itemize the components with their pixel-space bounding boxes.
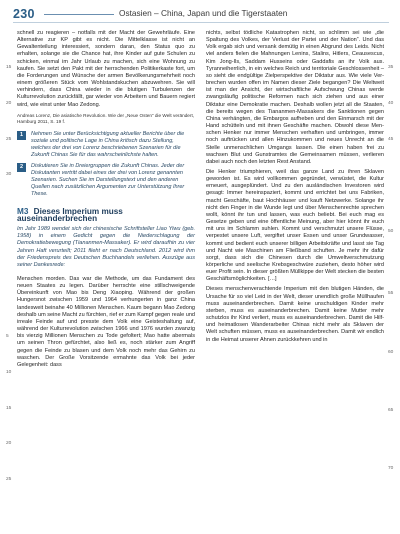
line-number: 70 — [388, 466, 394, 471]
chapter-title: Ostasien – China, Japan und die Tigerstaaten — [119, 8, 288, 18]
task-text: Nehmen Sie unter Berücksichtigung aktueller Berichte über die soziale und politische Lage in China kritisch dazu Stellung, welches der drei von Lorenz beschriebenen Szenarien für die Zukunft Chinas Sie für das wahrscheinlichste halten. — [31, 130, 185, 158]
line-number: 60 — [388, 350, 394, 355]
line-number: 35 — [388, 65, 394, 70]
page-header — [0, 0, 400, 28]
line-number: 50 — [388, 229, 394, 234]
left-column — [17, 30, 195, 372]
header-divider — [44, 14, 114, 15]
body-paragraph: Dieses menschenverachtende Imperium mit den blutigen Händen, die Ursache für so viel Leid in der Welt, dieser unendlich große Müllhaufen muss auseinanderbrechen. Damit keine unschuldigen Kinder mehr sterben, muss es auseinanderbrechen. Damit keine Mutter mehr schutzlos ihr Kind verliert, muss es auseinanderbrechen. Damit die Hilf- und heimatlosen Wanderarbeiter Chinas nicht mehr als Sklaven der Welt schuften müssen, muss es auseinanderbrechen. Damit wir endlich in die Heimat unserer Ahnen zurückkehren und in — [206, 286, 384, 343]
line-number: 5 — [6, 334, 9, 339]
task-number-badge: 2 — [17, 163, 26, 172]
line-number: 55 — [388, 291, 394, 296]
task-item — [17, 163, 195, 198]
section-marker: M3 — [17, 206, 29, 216]
intro-text: Im Jahr 1989 wendet sich der chinesische Schriftsteller Liao Yiwu (geb. 1958) in einem Gedicht gegen die Niederschlagung der Demokratiebewegung (Tiananmen-Massaker). Er wird daraufhin zu vier Jahren Haft verurteilt; 2011 flieht er nach Deutschland. 2012 wird ihm der Friedenspreis des Deutschen Buchhandels verliehen. Auszüge aus seiner Dankesrede: — [17, 226, 195, 268]
right-column — [206, 30, 384, 347]
line-number: 30 — [6, 172, 12, 177]
task-number-badge: 1 — [17, 131, 26, 140]
body-paragraph: Die Henker triumphieren, weil das ganze Land zu ihren Sklaven geworden ist. Es wird vollkommen gegründet, verwüstet, die Kultur erneuert, ausgeplündert. Und zu den ausländischen Investoren wird gesagt: Immer hereinspaziert, kommt und errichtet bei uns Fabriken, macht Geschäfte, baut Hochhäuser und kauft Netzwerke. Solange ihr nicht den Finger in die Wunde legt und über Menschenrechte sprechen wollt, könnt ihr tun und lassen, was euch beliebt. Bei euch mag es Gesetze geben und eine öffentliche Meinung, aber hier könnt ihr euch mit uns im Schlamm suhlen. Kommt und verschmutzt unsere Flüsse, verpestet unsere Luft, vergiftet unser Essen und unser Grundwasser, kommt und bedient euch unserer billigen Arbeitskräfte und lasst sie Tag und Nacht wie Maschinen am Fließband schuften. Je mehr ihr dafür sorgt, dass sich die Chinesen durch die Umweltverschmutzung körperliche und seelische Krebsgeschwüre zuziehen, desto höher wird euer Profit sein. In dieser größten Müllkippe der Welt stecken die besten Geschäftsmöglichkeiten. […] — [206, 168, 384, 283]
line-number: 20 — [6, 441, 12, 446]
line-number: 25 — [6, 477, 12, 482]
line-number: 15 — [6, 406, 12, 411]
section-heading — [17, 208, 195, 222]
task-text: Diskutieren Sie in Dreiergruppen die Zukunft Chinas. Jeder der Diskutanten vertritt dabei eines der drei von Lorenz genannten Szenarien. Suchen Sie im Darstellungstext und den anderen Quellen nach zusätzlichen Argumenten zur Unterstützung Ihrer These. — [31, 162, 185, 197]
section-title: Dieses Imperium muss auseinanderbrechen — [17, 206, 123, 223]
header-rule — [13, 22, 389, 23]
source-citation: Andreas Lorenz, Die asiatische Revolution. Wie der „Neue Osten“ die Welt verändert, Hamburg 2011, S. 19 f. — [17, 112, 195, 124]
line-number: 65 — [388, 408, 394, 413]
body-paragraph: nichts, selbst tödliche Katastrophen nicht, so schlimm sei wie „die Spaltung des Volkes, der Verlust der Partei und der Nation“. Und das Volk ergab sich und versank demütig in einen Abgrund des Leids. Nicht viel anders fielen die Mahnungen Lenins, Stalins, Hitlers, Ceausescus, Kim Jong-Ils, Saddam Husseins oder Gaddafis an ihr Volk aus. Tyranneiherrlich, in ein welches Reich und territoriale Geschlossenheit – so sieht die endgültige Zielperspektive der Diktatur aus. Wie viele Verbrechen wurden offen im Namen dieser Ziele begangen? Die Weltweit ist man der Ansicht, der wirtschaftliche Aufschwung Chinas werde zwangsläufig politische Reformen nach sich ziehen und aus einer Diktatur eine Demokratie machen. Deshalb wollen jetzt all die Staaten, die bereits wegen des Tiananmen-Massakers die Sanktionen gegen China verhängten, die Embargos aufheben und den Einmarsch mit der Hand schütteln und mit ihnen Geschäfte machen. Obwohl diese Menschen Henker nur immer Menschen verhaften und umbringen, immer noch auftrücken und allen Hinzukommen und neues Unrecht an die Stelle unmenschlichen Umgangs lassen. Die einen haben frei zu wachsen Blut und Gunstramtes die Gemeinsamen müssen, verlieren dabei auch noch den letzten Rest Anstand. — [206, 30, 384, 165]
line-number: 45 — [388, 137, 394, 142]
body-paragraph: Menschen morden. Das war die Methode, um das Fundament des neuen Staates zu legen. Darüber herrschte eine stillschweigende Übereinkunft von Mao bis Deng Xiaoping. Während der großen Hungersnot zwischen 1959 und 1964 verhungerten in ganz China landesweit beinahe 40 Millionen Menschen. Kaum begann Mao Zedong deshalb um seine Macht zu fürchten, rief er zum Kampf gegen reale und irreale Feinde auf und presste dem Volk eine Geisteshaltung auf, während der Kulturrevolution zwischen 1966 und 1976 wurden zwanzig bis vierzig Millionen Menschen zu Tode gefoltert; Mao hatte abermals um seinen Thron gefürchtet, also ließ es, noch stärker zum Angriff gegen die Feinde zu blasen und dem Volk noch mehr das Gehirn zu waschen. Der Große Vorsitzende ermahnte das Volk bei jeder Gelegenheit: dass — [17, 275, 195, 368]
line-number: 10 — [6, 370, 12, 375]
line-number: 20 — [6, 101, 12, 106]
line-number: 15 — [6, 65, 12, 70]
body-paragraph: schnell zu reagieren – notfalls mit der Macht der Gewehrläufe. Eine Alternative zur KP gibt es nicht. Die Mittelklasse ist nicht an Gewaltenteilung interessiert, sondern daran, den Status quo zu erhalten, solange sie die Chance hat, ihre Kinder auf gute Schulen zu schicken, einmal im Jahr Urlaub zu machen, sich eine Wohnung zu kaufen. Sie setzt den Pakt mit der herrschenden Politikerkaste fort, um die Forderungen und Wünsche der armen Bevölkerungsmehrheit noch einem größeren Stück vom Wohlstandskuchen abzuwehren. Sie will verhindern, dass China wieder in die blutigen Turbulenzen der Kulturrevolution zurückfällt, gar wieder von Arbeitern und Bauern regiert wird, wie einst unter Mao Zedong. — [17, 30, 195, 108]
page-number: 230 — [13, 7, 35, 21]
task-item — [17, 131, 195, 159]
line-number: 25 — [6, 137, 12, 142]
line-number: 40 — [388, 101, 394, 106]
